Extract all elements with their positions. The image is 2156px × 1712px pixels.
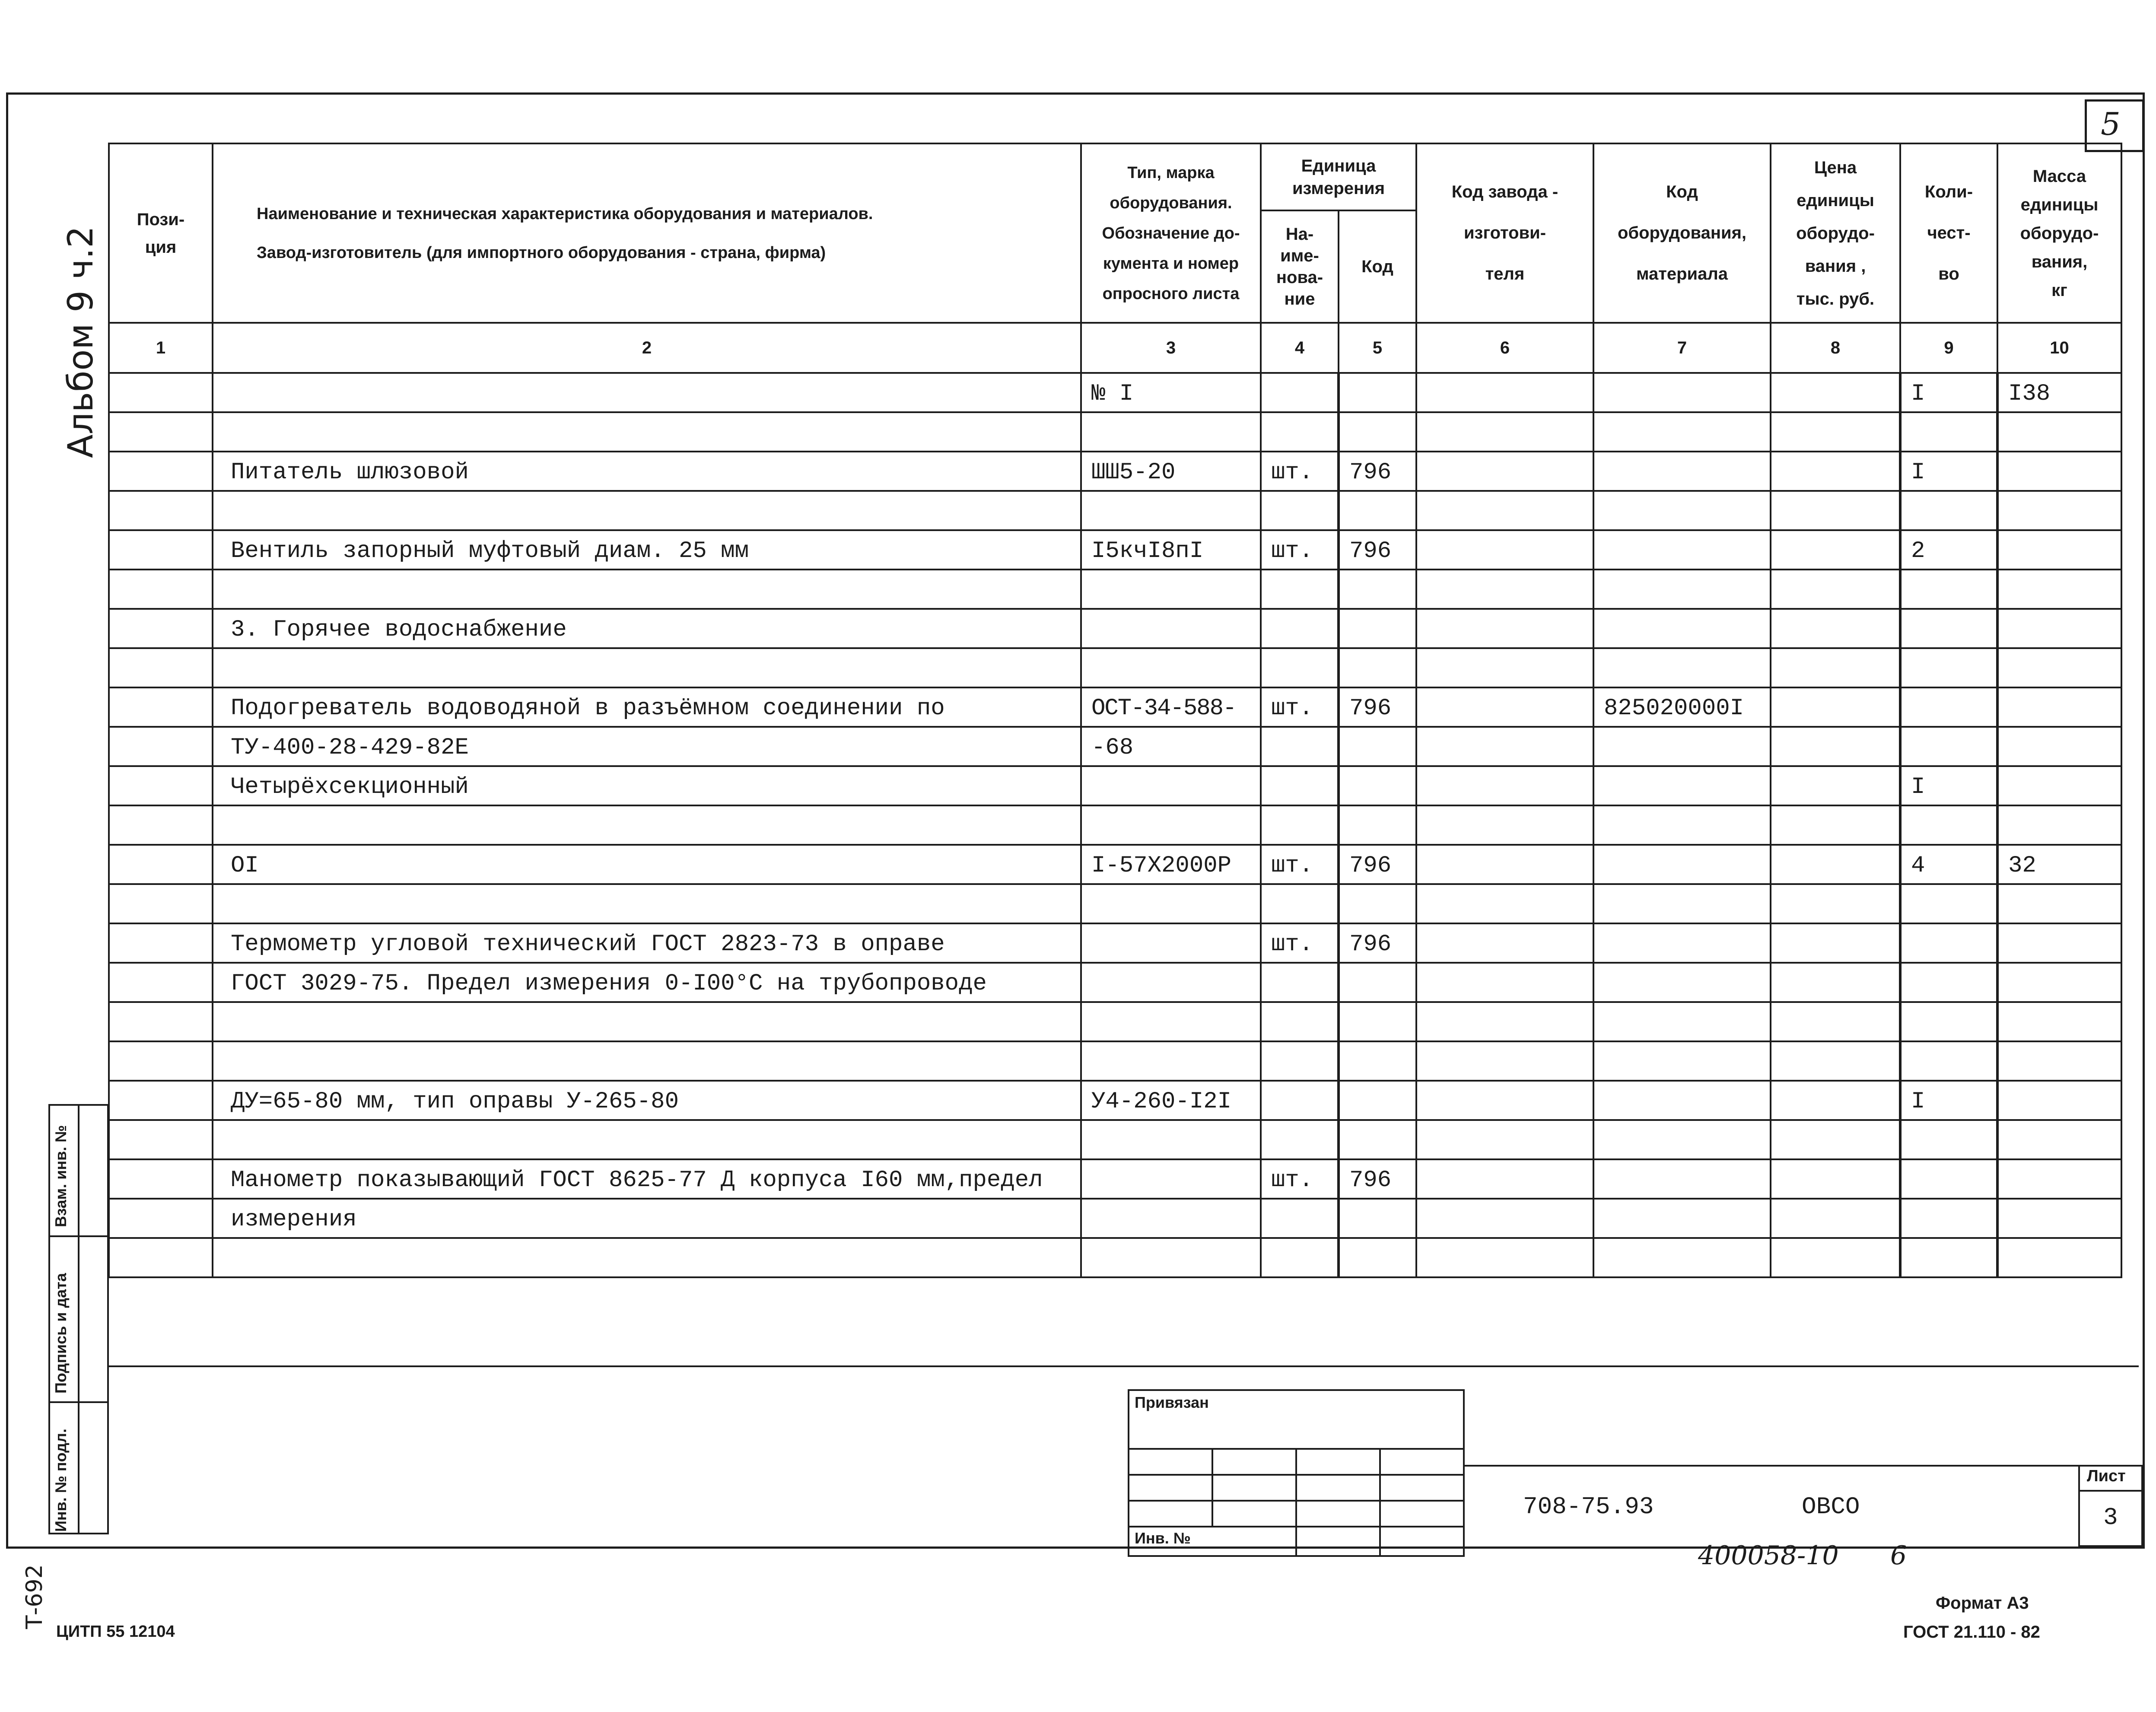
cell-qty: I — [1900, 373, 1997, 412]
cell-type — [1081, 570, 1261, 609]
table-row — [109, 609, 2121, 648]
cell-code — [1339, 609, 1416, 648]
cell-pos — [109, 609, 213, 648]
colnum-4: 4 — [1261, 323, 1339, 373]
cell-maker — [1416, 963, 1593, 1002]
cell-qty — [1900, 923, 1997, 963]
specification-body — [109, 373, 2121, 1277]
table-row — [109, 1002, 2121, 1041]
cell-price — [1771, 845, 1900, 884]
sheet-label: Лист — [2087, 1467, 2126, 1485]
cell-price — [1771, 963, 1900, 1002]
cell-type: -68 — [1081, 727, 1261, 766]
cell-price — [1771, 884, 1900, 923]
cell-name — [213, 805, 1081, 845]
colnum-3: 3 — [1081, 323, 1261, 373]
table-row — [109, 491, 2121, 530]
cell-pos — [109, 530, 213, 570]
cell-name — [213, 884, 1081, 923]
cell-eqcode — [1593, 1002, 1771, 1041]
cell-price — [1771, 923, 1900, 963]
cell-name: ДУ=65-80 мм, тип оправы У-265-80 — [213, 1081, 1081, 1120]
cell-code — [1339, 570, 1416, 609]
format-label: Формат А3 — [1936, 1594, 2029, 1613]
cell-unit — [1261, 1238, 1339, 1277]
cell-unit — [1261, 727, 1339, 766]
cell-mass — [1997, 884, 2121, 923]
table-row — [109, 805, 2121, 845]
cell-code — [1339, 412, 1416, 452]
cell-price — [1771, 1002, 1900, 1041]
cell-type: ШШ5-20 — [1081, 452, 1261, 491]
cell-eqcode — [1593, 530, 1771, 570]
cell-code — [1339, 805, 1416, 845]
cell-type: ОСТ-34-588- — [1081, 687, 1261, 727]
table-row — [109, 1041, 2121, 1081]
column-number-row — [109, 323, 2121, 373]
cell-code — [1339, 373, 1416, 412]
table-row — [109, 1081, 2121, 1120]
cell-unit — [1261, 805, 1339, 845]
cell-pos — [109, 727, 213, 766]
cell-price — [1771, 412, 1900, 452]
table-row — [109, 452, 2121, 491]
sheet-number: 3 — [2103, 1504, 2118, 1531]
cell-qty — [1900, 609, 1997, 648]
cell-price — [1771, 687, 1900, 727]
header-type: Тип, марка оборудования. Обозначение до- кумента и номер опросного листа — [1081, 143, 1261, 323]
cell-unit — [1261, 412, 1339, 452]
cell-maker — [1416, 687, 1593, 727]
cell-type — [1081, 805, 1261, 845]
cell-type — [1081, 1159, 1261, 1199]
table-row — [109, 845, 2121, 884]
cell-maker — [1416, 373, 1593, 412]
cell-eqcode — [1593, 1081, 1771, 1120]
cell-type: У4-260-I2I — [1081, 1081, 1261, 1120]
cell-code: 796 — [1339, 687, 1416, 727]
cell-type — [1081, 1002, 1261, 1041]
cell-mass — [1997, 766, 2121, 805]
cell-eqcode: 825020000I — [1593, 687, 1771, 727]
colnum-9: 9 — [1900, 323, 1997, 373]
cell-name: Вентиль запорный муфтовый диам. 25 мм — [213, 530, 1081, 570]
cell-qty — [1900, 1238, 1997, 1277]
cell-type — [1081, 412, 1261, 452]
cell-mass — [1997, 1120, 2121, 1159]
cell-price — [1771, 1081, 1900, 1120]
cell-unit — [1261, 609, 1339, 648]
cell-pos — [109, 845, 213, 884]
table-row — [109, 923, 2121, 963]
cell-qty: I — [1900, 766, 1997, 805]
cell-type — [1081, 491, 1261, 530]
cell-qty — [1900, 884, 1997, 923]
cell-unit — [1261, 1041, 1339, 1081]
title-divider — [1465, 1465, 2078, 1467]
doc-code: 708-75.93 — [1523, 1493, 1654, 1521]
cell-qty — [1900, 687, 1997, 727]
cell-name: Четырёхсекционный — [213, 766, 1081, 805]
page-number: 5 — [2101, 106, 2121, 142]
handwritten-number: 6 — [1890, 1540, 1907, 1571]
bound-label: Привязан — [1129, 1390, 1464, 1449]
cell-eqcode — [1593, 1159, 1771, 1199]
cell-name — [213, 412, 1081, 452]
cell-code — [1339, 1081, 1416, 1120]
cell-qty — [1900, 570, 1997, 609]
cell-unit: шт. — [1261, 845, 1339, 884]
cell-maker — [1416, 766, 1593, 805]
cell-eqcode — [1593, 1238, 1771, 1277]
cell-unit — [1261, 766, 1339, 805]
specification-table — [108, 143, 2122, 1278]
cell-mass — [1997, 1081, 2121, 1120]
cell-unit — [1261, 1199, 1339, 1238]
header-name-line2: Завод-изготовитель (для импортного оборудования - страна, фирма) — [257, 243, 826, 262]
cell-pos — [109, 412, 213, 452]
cell-mass — [1997, 1199, 2121, 1238]
table-row — [109, 570, 2121, 609]
cell-mass — [1997, 491, 2121, 530]
cell-qty: 4 — [1900, 845, 1997, 884]
cell-price — [1771, 373, 1900, 412]
cell-maker — [1416, 1041, 1593, 1081]
table-row — [109, 1120, 2121, 1159]
cell-pos — [109, 1199, 213, 1238]
cell-pos — [109, 805, 213, 845]
cell-maker — [1416, 1159, 1593, 1199]
cell-maker — [1416, 884, 1593, 923]
table-row — [109, 963, 2121, 1002]
cell-type — [1081, 1041, 1261, 1081]
cell-pos — [109, 687, 213, 727]
cell-qty — [1900, 1120, 1997, 1159]
cell-price — [1771, 530, 1900, 570]
cell-mass: I38 — [1997, 373, 2121, 412]
header-name — [213, 143, 1081, 323]
cell-eqcode — [1593, 727, 1771, 766]
cell-qty — [1900, 491, 1997, 530]
table-row — [109, 884, 2121, 923]
cell-mass — [1997, 648, 2121, 687]
cell-qty — [1900, 805, 1997, 845]
cell-maker — [1416, 530, 1593, 570]
cell-price — [1771, 805, 1900, 845]
cell-mass — [1997, 1002, 2121, 1041]
cell-maker — [1416, 648, 1593, 687]
cell-code — [1339, 727, 1416, 766]
cell-type — [1081, 963, 1261, 1002]
cell-maker — [1416, 491, 1593, 530]
cell-name — [213, 491, 1081, 530]
cell-pos — [109, 1120, 213, 1159]
inv-label: Инв. № — [1129, 1527, 1296, 1556]
cell-code — [1339, 766, 1416, 805]
cell-qty — [1900, 648, 1997, 687]
cell-mass — [1997, 1041, 2121, 1081]
cell-unit: шт. — [1261, 1159, 1339, 1199]
cell-unit: шт. — [1261, 530, 1339, 570]
cell-qty: 2 — [1900, 530, 1997, 570]
cell-code — [1339, 648, 1416, 687]
cell-eqcode — [1593, 923, 1771, 963]
cell-unit — [1261, 1002, 1339, 1041]
cell-price — [1771, 1199, 1900, 1238]
cell-pos — [109, 373, 213, 412]
label-inv-podl: Инв. № подл. — [52, 1429, 70, 1532]
cell-eqcode — [1593, 491, 1771, 530]
cell-eqcode — [1593, 1199, 1771, 1238]
cell-unit — [1261, 373, 1339, 412]
cell-eqcode — [1593, 1041, 1771, 1081]
cell-name — [213, 373, 1081, 412]
cell-unit — [1261, 884, 1339, 923]
cell-code — [1339, 1041, 1416, 1081]
cell-mass — [1997, 412, 2121, 452]
cell-code: 796 — [1339, 1159, 1416, 1199]
cell-price — [1771, 1120, 1900, 1159]
table-row — [109, 412, 2121, 452]
table-row — [109, 766, 2121, 805]
cell-eqcode — [1593, 570, 1771, 609]
cell-price — [1771, 766, 1900, 805]
cell-name: Термометр угловой технический ГОСТ 2823-73 в оправе — [213, 923, 1081, 963]
cell-qty — [1900, 963, 1997, 1002]
table-row — [109, 1199, 2121, 1238]
cell-price — [1771, 609, 1900, 648]
cell-pos — [109, 1159, 213, 1199]
header-unit-code: Код — [1339, 210, 1416, 323]
cell-code — [1339, 1120, 1416, 1159]
cell-type — [1081, 1238, 1261, 1277]
cell-name — [213, 1041, 1081, 1081]
cell-code — [1339, 963, 1416, 1002]
cell-name: измерения — [213, 1199, 1081, 1238]
cell-code: 796 — [1339, 845, 1416, 884]
cell-pos — [109, 491, 213, 530]
cell-name — [213, 1002, 1081, 1041]
cell-maker — [1416, 609, 1593, 648]
header-quantity: Коли- чест- во — [1900, 143, 1997, 323]
cell-name: Манометр показывающий ГОСТ 8625-77 Д корпуса I60 мм,предел — [213, 1159, 1081, 1199]
header-name-line1: Наименование и техническая характеристика оборудования и материалов. — [257, 204, 873, 223]
cell-maker — [1416, 727, 1593, 766]
cell-code: 796 — [1339, 923, 1416, 963]
cell-maker — [1416, 805, 1593, 845]
tsitp-label: ЦИТП 55 12104 — [56, 1623, 175, 1641]
cell-pos — [109, 452, 213, 491]
colnum-7: 7 — [1593, 323, 1771, 373]
cell-maker — [1416, 412, 1593, 452]
cell-code — [1339, 884, 1416, 923]
cell-type: I5кчI8пI — [1081, 530, 1261, 570]
header-unit: Единица измерения — [1261, 143, 1416, 210]
cell-maker — [1416, 452, 1593, 491]
header-equipment-code: Код оборудования, материала — [1593, 143, 1771, 323]
table-row — [109, 687, 2121, 727]
cell-unit — [1261, 1081, 1339, 1120]
cell-price — [1771, 452, 1900, 491]
cell-name: ТУ-400-28-429-82Е — [213, 727, 1081, 766]
cell-qty — [1900, 1159, 1997, 1199]
cell-pos — [109, 923, 213, 963]
cell-code: 796 — [1339, 452, 1416, 491]
cell-name: 3. Горячее водоснабжение — [213, 609, 1081, 648]
cell-pos — [109, 570, 213, 609]
sheet-label-line — [2078, 1490, 2143, 1492]
cell-eqcode — [1593, 884, 1771, 923]
handwritten-code: 400058-10 — [1698, 1540, 1839, 1571]
label-vzam-inv: Взам. инв. № — [52, 1125, 70, 1227]
cell-unit: шт. — [1261, 687, 1339, 727]
cell-eqcode — [1593, 373, 1771, 412]
cell-type — [1081, 1120, 1261, 1159]
cell-mass — [1997, 727, 2121, 766]
cell-type — [1081, 923, 1261, 963]
header-maker-code: Код завода - изготови- теля — [1416, 143, 1593, 323]
colnum-8: 8 — [1771, 323, 1900, 373]
cell-eqcode — [1593, 766, 1771, 805]
colnum-2: 2 — [213, 323, 1081, 373]
cell-maker — [1416, 1081, 1593, 1120]
label-t-code: Т-692 — [22, 1564, 48, 1629]
cell-code — [1339, 1238, 1416, 1277]
cell-price — [1771, 1159, 1900, 1199]
cell-pos — [109, 648, 213, 687]
cell-type: I-57Х2000Р — [1081, 845, 1261, 884]
cell-name — [213, 1238, 1081, 1277]
cell-price — [1771, 648, 1900, 687]
cell-mass — [1997, 609, 2121, 648]
cell-eqcode — [1593, 412, 1771, 452]
cell-maker — [1416, 1120, 1593, 1159]
bound-stamp — [1128, 1389, 1465, 1557]
cell-unit — [1261, 1120, 1339, 1159]
cell-mass — [1997, 1159, 2121, 1199]
cell-price — [1771, 570, 1900, 609]
cell-name: ГОСТ 3029-75. Предел измерения 0-I00°С на трубопроводе — [213, 963, 1081, 1002]
cell-unit — [1261, 963, 1339, 1002]
cell-price — [1771, 1041, 1900, 1081]
cell-mass — [1997, 530, 2121, 570]
cell-eqcode — [1593, 452, 1771, 491]
table-row — [109, 1159, 2121, 1199]
cell-eqcode — [1593, 609, 1771, 648]
gost-label: ГОСТ 21.110 - 82 — [1903, 1623, 2040, 1642]
colnum-6: 6 — [1416, 323, 1593, 373]
cell-name: Питатель шлюзовой — [213, 452, 1081, 491]
cell-unit — [1261, 570, 1339, 609]
header-mass: Масса единицы оборудо- вания, кг — [1997, 143, 2121, 323]
colnum-10: 10 — [1997, 323, 2121, 373]
header-position: Пози- ция — [109, 143, 213, 323]
cell-eqcode — [1593, 805, 1771, 845]
cell-mass — [1997, 805, 2121, 845]
cell-mass: 32 — [1997, 845, 2121, 884]
cell-type — [1081, 884, 1261, 923]
table-row — [109, 648, 2121, 687]
cell-qty — [1900, 727, 1997, 766]
colnum-1: 1 — [109, 323, 213, 373]
cell-code — [1339, 491, 1416, 530]
cell-maker — [1416, 1199, 1593, 1238]
cell-unit — [1261, 491, 1339, 530]
cell-pos — [109, 1238, 213, 1277]
cell-maker — [1416, 1238, 1593, 1277]
table-row — [109, 1238, 2121, 1277]
cell-qty: I — [1900, 452, 1997, 491]
cell-eqcode — [1593, 648, 1771, 687]
cell-pos — [109, 1002, 213, 1041]
cell-code: 796 — [1339, 530, 1416, 570]
header-price: Цена единицы оборудо- вания , тыс. руб. — [1771, 143, 1900, 323]
cell-qty — [1900, 1199, 1997, 1238]
doc-mark: ОВСО — [1802, 1493, 1860, 1521]
cell-pos — [109, 1041, 213, 1081]
cell-maker — [1416, 845, 1593, 884]
header-unit-name: На- име- нова- ние — [1261, 210, 1339, 323]
cell-qty — [1900, 412, 1997, 452]
cell-type: № I — [1081, 373, 1261, 412]
cell-code — [1339, 1199, 1416, 1238]
cell-eqcode — [1593, 1120, 1771, 1159]
cell-unit: шт. — [1261, 452, 1339, 491]
cell-name — [213, 1120, 1081, 1159]
cell-type — [1081, 766, 1261, 805]
cell-eqcode — [1593, 963, 1771, 1002]
cell-mass — [1997, 1238, 2121, 1277]
table-row — [109, 727, 2121, 766]
cell-mass — [1997, 687, 2121, 727]
cell-pos — [109, 963, 213, 1002]
cell-mass — [1997, 963, 2121, 1002]
cell-pos — [109, 766, 213, 805]
cell-name: OI — [213, 845, 1081, 884]
cell-price — [1771, 1238, 1900, 1277]
cell-eqcode — [1593, 845, 1771, 884]
cell-type — [1081, 609, 1261, 648]
colnum-5: 5 — [1339, 323, 1416, 373]
cell-unit — [1261, 648, 1339, 687]
cell-type — [1081, 1199, 1261, 1238]
cell-maker — [1416, 570, 1593, 609]
cell-pos — [109, 884, 213, 923]
cell-qty: I — [1900, 1081, 1997, 1120]
cell-mass — [1997, 570, 2121, 609]
table-row — [109, 373, 2121, 412]
label-podpis-data: Подпись и дата — [52, 1273, 70, 1394]
table-row — [109, 530, 2121, 570]
cell-qty — [1900, 1041, 1997, 1081]
cell-mass — [1997, 452, 2121, 491]
cell-price — [1771, 727, 1900, 766]
cell-maker — [1416, 1002, 1593, 1041]
cell-name: Подогреватель водоводяной в разъёмном соединении по — [213, 687, 1081, 727]
cell-name — [213, 648, 1081, 687]
cell-code — [1339, 1002, 1416, 1041]
cell-maker — [1416, 923, 1593, 963]
cell-pos — [109, 1081, 213, 1120]
cell-type — [1081, 648, 1261, 687]
cell-price — [1771, 491, 1900, 530]
cell-unit: шт. — [1261, 923, 1339, 963]
album-note: Альбом 9 ч.2 — [60, 226, 101, 458]
cell-name — [213, 570, 1081, 609]
cell-qty — [1900, 1002, 1997, 1041]
cell-mass — [1997, 923, 2121, 963]
